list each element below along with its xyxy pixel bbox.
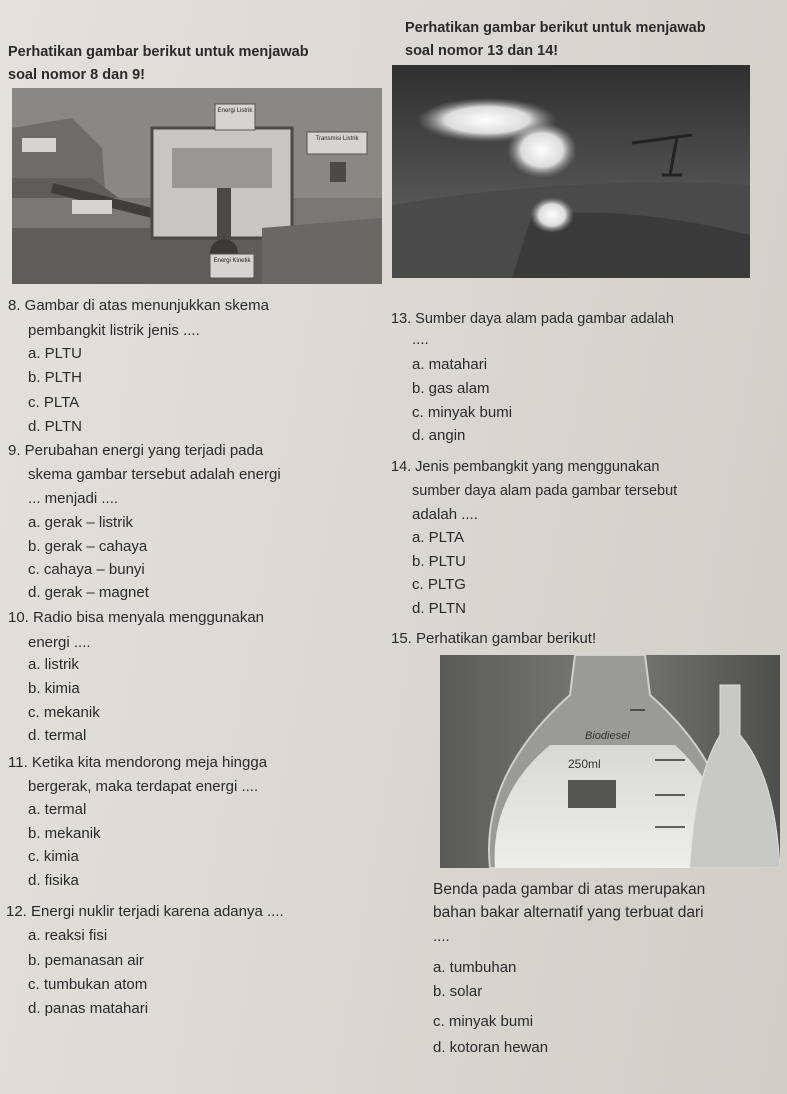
flask-volume-label: 250ml — [568, 757, 601, 771]
q9-option-c[interactable]: c. cahaya – bunyi — [28, 561, 145, 578]
q14-option-d[interactable]: d. PLTN — [412, 600, 466, 617]
q10-option-c[interactable]: c. mekanik — [28, 704, 100, 721]
q14-text-line2: sumber daya alam pada gambar tersebut — [412, 483, 678, 499]
q15-caption-line2: bahan bakar alternatif yang terbuat dari — [433, 904, 704, 921]
diagram-label-energi-kinetik: Energi Kinetik — [213, 258, 251, 264]
q10-text-line2: energi .... — [28, 634, 91, 651]
q8-option-c[interactable]: c. PLTA — [28, 394, 80, 411]
q8-option-d[interactable]: d. PLTN — [28, 418, 82, 435]
q11-option-d[interactable]: d. fisika — [28, 872, 79, 889]
q14-text-line3: adalah .... — [412, 506, 478, 523]
q9-text-line1: 9. Perubahan energi yang terjadi pada — [8, 442, 264, 459]
hydropower-diagram-image — [12, 88, 382, 284]
q8-text-line1: 8. Gambar di atas menunjukkan skema — [8, 297, 269, 314]
diagram-label-transmisi: Transmisi Listrik — [315, 136, 359, 142]
q11-option-a[interactable]: a. termal — [28, 801, 87, 818]
q12-option-b[interactable]: b. pemanasan air — [28, 952, 144, 969]
intro-left-line1: Perhatikan gambar berikut untuk menjawab — [8, 44, 309, 60]
q13-option-b[interactable]: b. gas alam — [412, 380, 490, 397]
q15-option-b[interactable]: b. solar — [433, 983, 483, 1000]
q14-option-a[interactable]: a. PLTA — [412, 529, 464, 546]
q12-option-d[interactable]: d. panas matahari — [28, 1000, 149, 1017]
q14-option-c[interactable]: c. PLTG — [412, 576, 466, 593]
q13-text-line2: .... — [412, 331, 429, 348]
q9-option-b[interactable]: b. gerak – cahaya — [28, 538, 148, 555]
q8-text-line2: pembangkit listrik jenis .... — [28, 322, 200, 339]
q8-option-a[interactable]: a. PLTU — [28, 345, 82, 362]
q11-text-line2: bergerak, maka terdapat energi .... — [28, 778, 259, 795]
q11-option-b[interactable]: b. mekanik — [28, 825, 101, 842]
q13-option-a[interactable]: a. matahari — [412, 356, 488, 373]
q13-option-c[interactable]: c. minyak bumi — [412, 404, 513, 421]
q12-option-c[interactable]: c. tumbukan atom — [28, 976, 148, 993]
intro-right-line2: soal nomor 13 dan 14! — [405, 43, 559, 59]
gas-flare-photo — [392, 65, 750, 278]
q9-option-a[interactable]: a. gerak – listrik — [28, 514, 134, 531]
q10-option-d[interactable]: d. termal — [28, 727, 87, 744]
diagram-label-energi-listrik: Energi Listrik — [217, 108, 253, 114]
q10-option-a[interactable]: a. listrik — [28, 656, 79, 673]
q15-caption-line1: Benda pada gambar di atas merupakan — [433, 881, 706, 898]
q15-option-c[interactable]: c. minyak bumi — [433, 1013, 534, 1030]
q9-text-line3: ... menjadi .... — [28, 490, 119, 507]
q10-option-b[interactable]: b. kimia — [28, 680, 80, 697]
q9-option-d[interactable]: d. gerak – magnet — [28, 584, 149, 601]
q12-option-a[interactable]: a. reaksi fisi — [28, 927, 108, 944]
q15-option-a[interactable]: a. tumbuhan — [433, 959, 517, 976]
q12-text-line1: 12. Energi nuklir terjadi karena adanya .... — [6, 903, 284, 920]
q13-option-d[interactable]: d. angin — [412, 427, 466, 444]
q15-option-d[interactable]: d. kotoran hewan — [433, 1039, 549, 1056]
q11-text-line1: 11. Ketika kita mendorong meja hingga — [8, 754, 268, 771]
intro-left-line2: soal nomor 8 dan 9! — [8, 67, 145, 83]
q9-text-line2: skema gambar tersebut adalah energi — [28, 466, 281, 483]
flask-brand-label: Biodiesel — [585, 730, 630, 742]
q11-option-c[interactable]: c. kimia — [28, 848, 79, 865]
biodiesel-flask-photo — [440, 655, 780, 868]
q8-option-b[interactable]: b. PLTH — [28, 369, 82, 386]
q15-caption-line3: .... — [433, 928, 450, 945]
intro-right-line1: Perhatikan gambar berikut untuk menjawab — [405, 20, 706, 36]
q10-text-line1: 10. Radio bisa menyala menggunakan — [8, 609, 265, 626]
q15-text-line1: 15. Perhatikan gambar berikut! — [391, 630, 597, 647]
q14-option-b[interactable]: b. PLTU — [412, 553, 466, 570]
q13-text-line1: 13. Sumber daya alam pada gambar adalah — [391, 311, 674, 327]
q14-text-line1: 14. Jenis pembangkit yang menggunakan — [391, 459, 660, 475]
